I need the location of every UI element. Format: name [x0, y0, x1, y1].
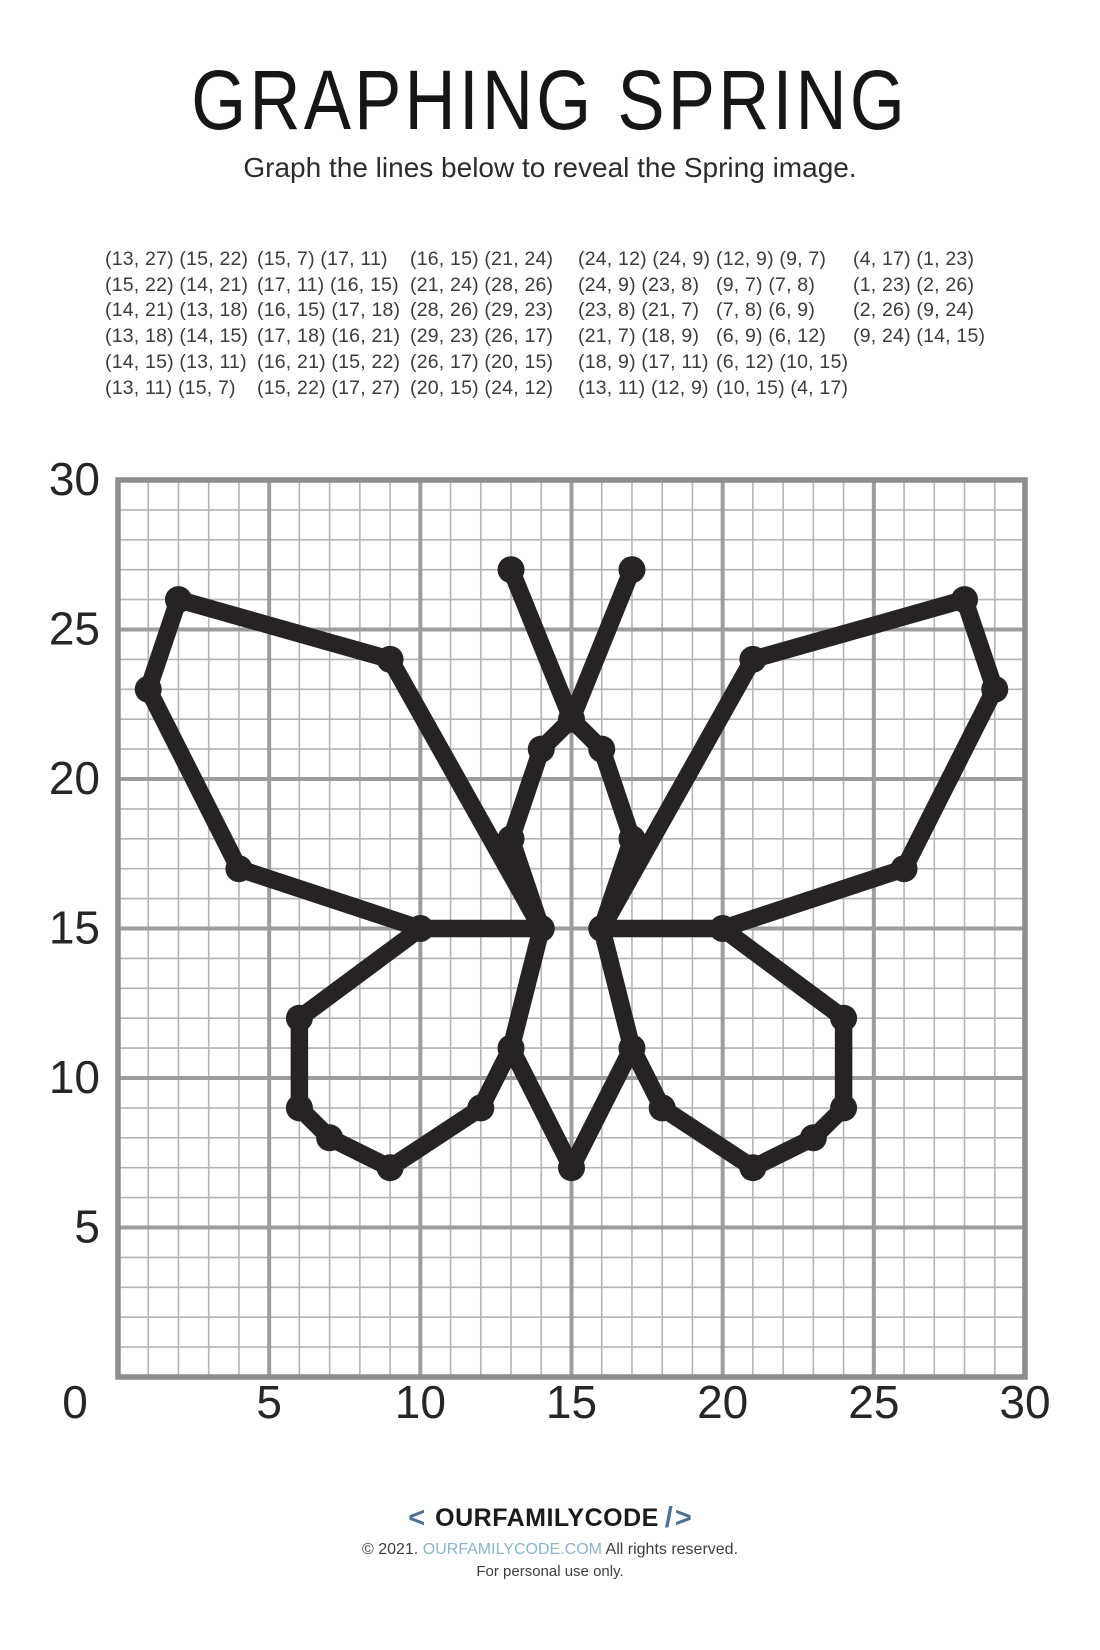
coordinate-pair-cell: (9, 7) (7, 8) [716, 273, 816, 296]
svg-text:5: 5 [256, 1376, 282, 1428]
footer-copyright [0, 1541, 1100, 1559]
coordinate-pair-cell: (13, 11) (15, 7) [105, 376, 236, 399]
svg-text:15: 15 [48, 901, 100, 954]
coordinate-column [105, 247, 248, 401]
coordinate-pair-cell: (6, 9) (6, 12) [716, 325, 827, 348]
subtitle-wrap [0, 152, 1100, 184]
coordinate-pair-cell: (6, 12) (10, 15) [716, 350, 849, 373]
coordinate-pair-cell: (20, 15) (24, 12) [410, 376, 554, 399]
coordinate-pair-cell: (21, 7) (18, 9) [578, 325, 700, 348]
footer-logo [0, 1502, 1100, 1535]
page-header [0, 52, 1100, 149]
personal-use-text: For personal use only. [476, 1563, 624, 1580]
coordinate-pair-cell: (14, 15) (13, 11) [105, 350, 247, 373]
coordinate-column [257, 247, 400, 401]
coordinate-column [716, 247, 848, 401]
coordinate-pair-cell: (2, 26) (9, 24) [853, 299, 975, 322]
coordinate-pair-cell: (26, 17) (20, 15) [410, 350, 554, 373]
coordinate-pair-cell: (10, 15) (4, 17) [716, 376, 849, 399]
coordinate-pair-cell: (13, 11) (12, 9) [578, 376, 709, 399]
svg-text:10: 10 [394, 1376, 446, 1428]
coordinate-pair-cell: (29, 23) (26, 17) [410, 325, 554, 348]
graph-svg [0, 440, 1100, 1450]
coordinate-pair-cell: (4, 17) (1, 23) [853, 248, 975, 270]
svg-text:20: 20 [697, 1376, 749, 1428]
logo-left-bracket-icon: < [408, 1502, 426, 1534]
coordinate-pair-cell: (28, 26) (29, 23) [410, 299, 554, 322]
svg-text:20: 20 [48, 752, 100, 804]
svg-text:0: 0 [62, 1376, 88, 1428]
coordinate-pair-cell: (16, 15) (17, 18) [257, 299, 401, 322]
svg-text:30: 30 [999, 1376, 1051, 1428]
coordinate-pair-cell: (15, 22) (14, 21) [105, 273, 249, 296]
copyright-suffix: All rights reserved. [601, 1541, 739, 1558]
coordinate-pair-cell: (13, 18) (14, 15) [105, 325, 249, 348]
coordinate-pair-cell: (12, 9) (9, 7) [716, 248, 827, 270]
logo-text: OURFAMILYCODE [435, 1504, 659, 1532]
logo-slash-icon: / [664, 1502, 673, 1534]
coordinate-column [853, 247, 985, 350]
coordinate-pair-cell: (24, 9) (23, 8) [578, 273, 700, 296]
coordinate-pair-cell: (7, 8) (6, 9) [716, 299, 816, 322]
svg-text:30: 30 [48, 453, 100, 505]
svg-text:15: 15 [545, 1376, 598, 1428]
ourfamilycode-link[interactable]: OURFAMILYCODE.COM [422, 1541, 602, 1558]
coordinate-pair-cell: (24, 12) (24, 9) [578, 248, 711, 270]
coordinate-pair-cell: (1, 23) (2, 26) [853, 273, 975, 296]
page-subtitle: Graph the lines below to reveal the Spring image. [243, 152, 857, 183]
svg-text:25: 25 [848, 1376, 900, 1428]
coordinate-pair-cell: (16, 21) (15, 22) [257, 350, 401, 373]
coordinate-column [578, 247, 710, 401]
svg-text:25: 25 [48, 602, 100, 655]
coordinate-pair-cell: (18, 9) (17, 11) [578, 350, 709, 373]
coordinate-pair-cell: (17, 18) (16, 21) [257, 325, 401, 348]
coordinate-list [0, 247, 1100, 407]
svg-text:10: 10 [48, 1051, 100, 1103]
coordinate-pair-cell: (15, 7) (17, 11) [257, 248, 388, 270]
coordinate-pair-cell: (14, 21) (13, 18) [105, 299, 249, 322]
coordinate-pair-cell: (21, 24) (28, 26) [410, 273, 554, 296]
svg-text:5: 5 [74, 1200, 100, 1253]
coordinate-pair-cell: (17, 11) (16, 15) [257, 273, 399, 296]
coordinate-pair-cell: (9, 24) (14, 15) [853, 325, 986, 348]
coordinate-column [410, 247, 553, 401]
logo-right-bracket-icon: > [674, 1502, 692, 1534]
page-title: GRAPHING SPRING [191, 53, 909, 147]
footer-personal-use [0, 1563, 1100, 1580]
coordinate-pair-cell: (13, 27) (15, 22) [105, 248, 249, 270]
coordinate-pair-cell: (15, 22) (17, 27) [257, 376, 401, 399]
copyright-prefix: © 2021. [361, 1541, 423, 1558]
coordinate-pair-cell: (23, 8) (21, 7) [578, 299, 700, 322]
coordinate-pair-cell: (16, 15) (21, 24) [410, 248, 554, 270]
